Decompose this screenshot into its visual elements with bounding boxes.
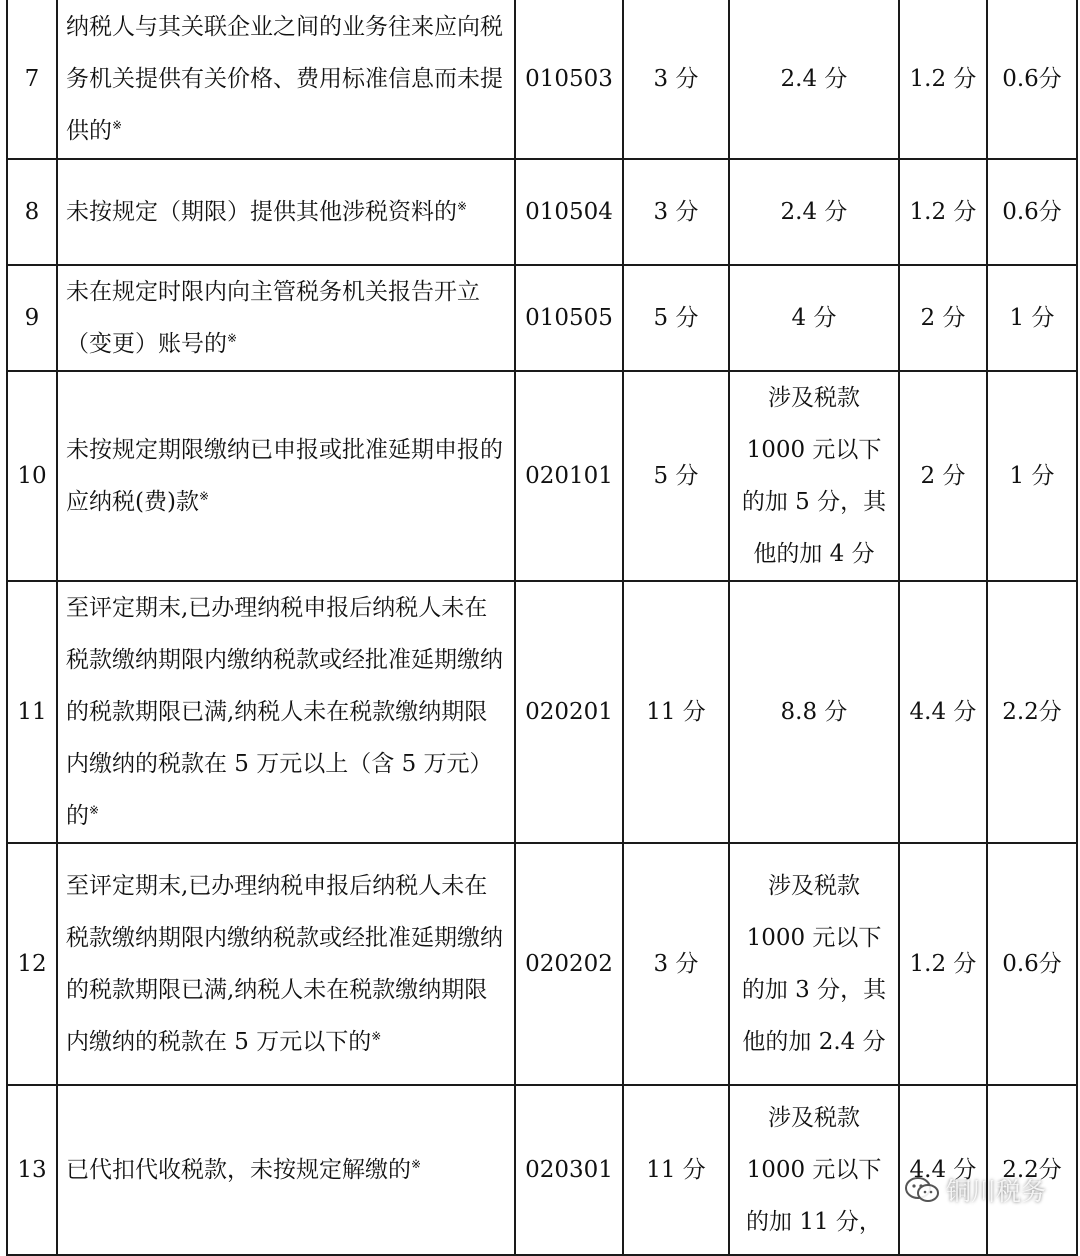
deduction-points: 3 分	[623, 843, 729, 1085]
deduction-points: 5 分	[623, 265, 729, 371]
row-number: 9	[7, 265, 57, 371]
table-row	[7, 1085, 1077, 1255]
note-mark: ※	[112, 118, 123, 132]
deduction-points: 5 分	[623, 371, 729, 581]
note-mark: ※	[89, 803, 100, 817]
deduction-80pct: 2.4 分	[729, 0, 899, 159]
table-row	[7, 265, 1077, 371]
indicator-code: 020202	[515, 843, 623, 1085]
item-description: 至评定期末,已办理纳税申报后纳税人未在税款缴纳期限内缴纳税款或经批准延期缴纳的税款期限已满,纳税人未在税款缴纳期限内缴纳的税款在 5 万元以上（含 5 万元）的※	[57, 581, 515, 843]
deduction-points: 11 分	[623, 1085, 729, 1255]
note-mark: ※	[371, 1029, 382, 1043]
deduction-points: 11 分	[623, 581, 729, 843]
deduction-40pct: 2 分	[899, 371, 987, 581]
table-row	[7, 843, 1077, 1085]
row-number: 7	[7, 0, 57, 159]
row-number: 11	[7, 581, 57, 843]
note-mark: ※	[411, 1157, 422, 1171]
table-row	[7, 159, 1077, 265]
indicator-code: 010504	[515, 159, 623, 265]
item-description: 纳税人与其关联企业之间的业务往来应向税务机关提供有关价格、费用标准信息而未提供的※	[57, 0, 515, 159]
deduction-40pct: 1.2 分	[899, 0, 987, 159]
item-description: 已代扣代收税款，未按规定解缴的※	[57, 1085, 515, 1255]
deduction-80pct: 8.8 分	[729, 581, 899, 843]
row-number: 12	[7, 843, 57, 1085]
deduction-40pct: 1.2 分	[899, 159, 987, 265]
deduction-40pct: 2 分	[899, 265, 987, 371]
indicator-code: 010505	[515, 265, 623, 371]
deduction-points: 3 分	[623, 0, 729, 159]
table-row	[7, 371, 1077, 581]
tax-credit-deduction-table	[6, 0, 1078, 1256]
deduction-40pct: 4.4 分	[899, 1085, 987, 1255]
row-number: 13	[7, 1085, 57, 1255]
deduction-80pct: 涉及税款 1000 元以下的加 3 分，其他的加 2.4 分	[729, 843, 899, 1085]
deduction-40pct: 4.4 分	[899, 581, 987, 843]
deduction-points: 3 分	[623, 159, 729, 265]
note-mark: ※	[198, 489, 210, 503]
item-description: 未在规定时限内向主管税务机关报告开立（变更）账号的※	[57, 265, 515, 371]
table-row	[7, 581, 1077, 843]
deduction-20pct: 1 分	[987, 371, 1077, 581]
deduction-20pct: 1 分	[987, 265, 1077, 371]
note-mark: ※	[457, 199, 468, 213]
deduction-40pct: 1.2 分	[899, 843, 987, 1085]
wechat-icon	[904, 1176, 940, 1204]
deduction-20pct: 2.2分	[987, 581, 1077, 843]
indicator-code: 020101	[515, 371, 623, 581]
deduction-80pct: 涉及税款 1000 元以下的加 11 分，	[729, 1085, 899, 1255]
indicator-code: 020201	[515, 581, 623, 843]
watermark-text: 铜川税务	[945, 1177, 1046, 1206]
deduction-20pct: 0.6分	[987, 0, 1077, 159]
item-description: 未按规定（期限）提供其他涉税资料的※	[57, 159, 515, 265]
table-row	[7, 0, 1077, 159]
watermark	[904, 1172, 1046, 1208]
row-number: 10	[7, 371, 57, 581]
deduction-20pct: 2.2分	[987, 1085, 1077, 1255]
item-description: 至评定期末,已办理纳税申报后纳税人未在税款缴纳期限内缴纳税款或经批准延期缴纳的税款期限已满,纳税人未在税款缴纳期限内缴纳的税款在 5 万元以下的※	[57, 843, 515, 1085]
note-mark: ※	[227, 331, 238, 345]
deduction-20pct: 0.6分	[987, 159, 1077, 265]
indicator-code: 010503	[515, 0, 623, 159]
deduction-20pct: 0.6分	[987, 843, 1077, 1085]
deduction-80pct: 4 分	[729, 265, 899, 371]
indicator-code: 020301	[515, 1085, 623, 1255]
deduction-80pct: 2.4 分	[729, 159, 899, 265]
row-number: 8	[7, 159, 57, 265]
deduction-80pct: 涉及税款 1000 元以下的加 5 分，其他的加 4 分	[729, 371, 899, 581]
item-description: 未按规定期限缴纳已申报或批准延期申报的应纳税(费)款※	[57, 371, 515, 581]
